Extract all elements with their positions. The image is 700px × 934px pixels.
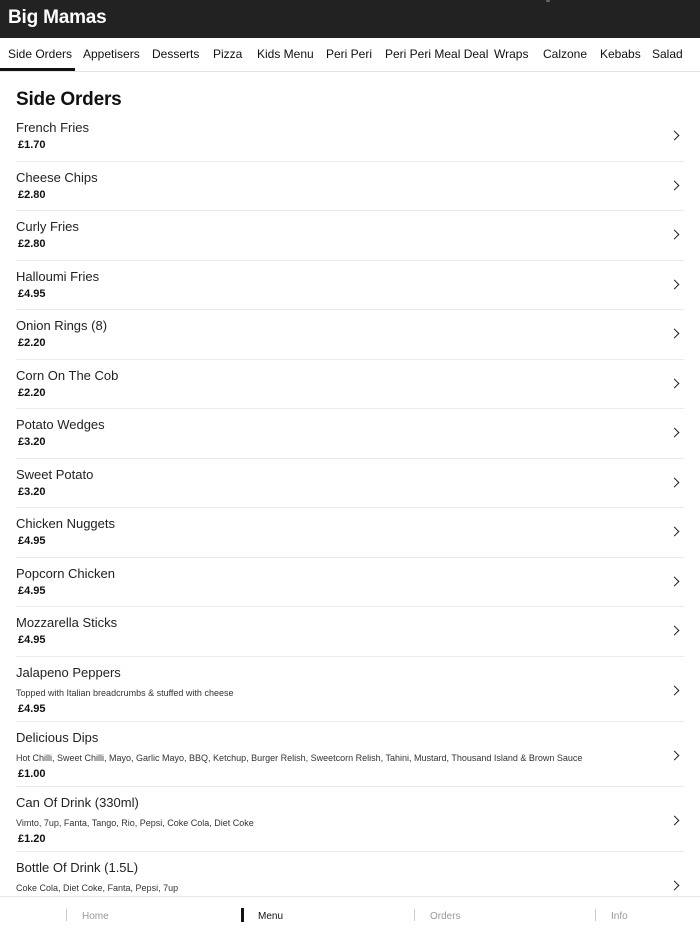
item-name: Corn On The Cob [16, 367, 119, 383]
chevron-right-icon [670, 279, 680, 289]
category-tab-kids-menu[interactable]: Kids Menu [257, 47, 314, 61]
chevron-right-icon [670, 477, 680, 487]
item-price: £2.80 [18, 238, 46, 250]
item-name: Curly Fries [16, 219, 79, 234]
category-tab-desserts[interactable]: Desserts [152, 47, 200, 61]
category-tab-side-orders[interactable]: Side Orders [8, 47, 73, 61]
item-price: £3.20 [18, 485, 46, 498]
menu-item[interactable] [0, 558, 700, 608]
chevron-right-icon [670, 880, 680, 890]
item-name: Cheese Chips [16, 169, 98, 185]
item-name: Potato Wedges [16, 417, 105, 432]
menu-item[interactable] [0, 211, 700, 261]
chevron-right-icon [670, 180, 680, 190]
item-name: Onion Rings (8) [16, 318, 108, 333]
item-price: £1.20 [18, 832, 46, 845]
nav-tab-label: Orders [430, 911, 461, 922]
category-tab-calzone[interactable]: Calzone [543, 47, 588, 61]
menu-item-list [0, 112, 700, 917]
item-price: £1.00 [18, 767, 46, 780]
item-name: Chicken Nuggets [16, 516, 115, 531]
chevron-right-icon [670, 685, 680, 695]
chevron-right-icon [670, 329, 680, 339]
item-name: Sweet Potato [16, 466, 94, 482]
chevron-right-icon [670, 626, 680, 636]
item-price: £2.20 [18, 386, 46, 399]
category-tab-wraps[interactable]: Wraps [494, 47, 529, 61]
menu-item[interactable] [0, 459, 700, 509]
item-name: Jalapeno Peppers [16, 664, 121, 680]
menu-item[interactable] [0, 722, 700, 787]
item-price: £2.80 [18, 188, 46, 201]
chevron-right-icon [670, 131, 680, 141]
item-price: £4.95 [18, 535, 46, 547]
menu-item[interactable] [0, 787, 700, 852]
category-tab-appetisers[interactable]: Appetisers [83, 47, 140, 61]
chevron-right-icon [670, 576, 680, 586]
header-bar [0, 0, 700, 38]
nav-tab-info[interactable] [611, 911, 628, 922]
bottom-navigation [0, 896, 700, 934]
item-name: Delicious Dips [16, 729, 99, 745]
menu-item[interactable] [0, 508, 700, 558]
nav-tab-home[interactable] [82, 911, 109, 922]
menu-item[interactable] [0, 657, 700, 722]
nav-tab-label: Menu [258, 911, 284, 922]
active-category-underline [0, 68, 75, 71]
menu-item[interactable] [0, 360, 700, 410]
status-indicator [546, 0, 550, 2]
chevron-right-icon [670, 378, 680, 388]
category-tab-peri-peri-meal-deal[interactable]: Peri Peri Meal Deal [385, 47, 489, 61]
item-name: Can Of Drink (330ml) [16, 794, 139, 810]
item-description: Coke Cola, Diet Coke, Fanta, Pepsi, 7up [16, 882, 179, 893]
chevron-right-icon [670, 527, 680, 537]
menu-item[interactable] [0, 261, 700, 311]
nav-tab-indicator [414, 909, 415, 921]
section-title: Side Orders [16, 89, 122, 110]
category-tab-salad[interactable]: Salad [652, 47, 683, 61]
chevron-right-icon [670, 815, 680, 825]
item-name: Bottle Of Drink (1.5L) [16, 859, 139, 875]
item-name: Halloumi Fries [16, 268, 100, 284]
menu-item[interactable] [0, 112, 700, 162]
nav-tab-indicator [595, 909, 596, 921]
menu-item[interactable] [0, 409, 700, 459]
category-tab-peri-peri[interactable]: Peri Peri [326, 47, 373, 61]
item-price: £1.70 [18, 139, 46, 151]
restaurant-title: Big Mamas [8, 7, 107, 28]
item-name: Mozzarella Sticks [16, 615, 118, 630]
item-price: £4.95 [18, 287, 46, 300]
item-price: £4.95 [18, 702, 46, 715]
chevron-right-icon [670, 230, 680, 240]
nav-tab-menu[interactable] [258, 911, 283, 922]
item-name: Popcorn Chicken [16, 565, 115, 581]
category-tab-kebabs[interactable]: Kebabs [600, 47, 641, 61]
chevron-right-icon [670, 750, 680, 760]
item-price: £4.95 [18, 634, 46, 646]
category-tab-pizza[interactable]: Pizza [213, 47, 243, 61]
chevron-right-icon [670, 428, 680, 438]
menu-item[interactable] [0, 162, 700, 212]
nav-tab-label: Home [82, 911, 109, 922]
item-description: Hot Chilli, Sweet Chilli, Mayo, Garlic Mayo, BBQ, Ketchup, Burger Relish, Sweetcorn Relish, Tahini, Mustard, Thousand Island & Brown Sauce [16, 752, 583, 763]
item-price: £4.95 [18, 584, 46, 597]
item-price: £3.20 [18, 436, 46, 448]
item-name: French Fries [16, 120, 89, 135]
item-description: Vimto, 7up, Fanta, Tango, Rio, Pepsi, Coke Cola, Diet Coke [16, 817, 254, 828]
menu-item[interactable] [0, 310, 700, 360]
item-price: £2.20 [18, 337, 46, 349]
nav-tab-indicator [241, 908, 244, 922]
nav-tab-indicator [66, 909, 67, 921]
nav-tab-orders[interactable] [430, 911, 461, 922]
category-tabs [0, 38, 700, 72]
item-description: Topped with Italian breadcrumbs & stuffed with cheese [16, 687, 234, 698]
menu-item[interactable] [0, 607, 700, 657]
nav-tab-label: Info [611, 911, 628, 922]
